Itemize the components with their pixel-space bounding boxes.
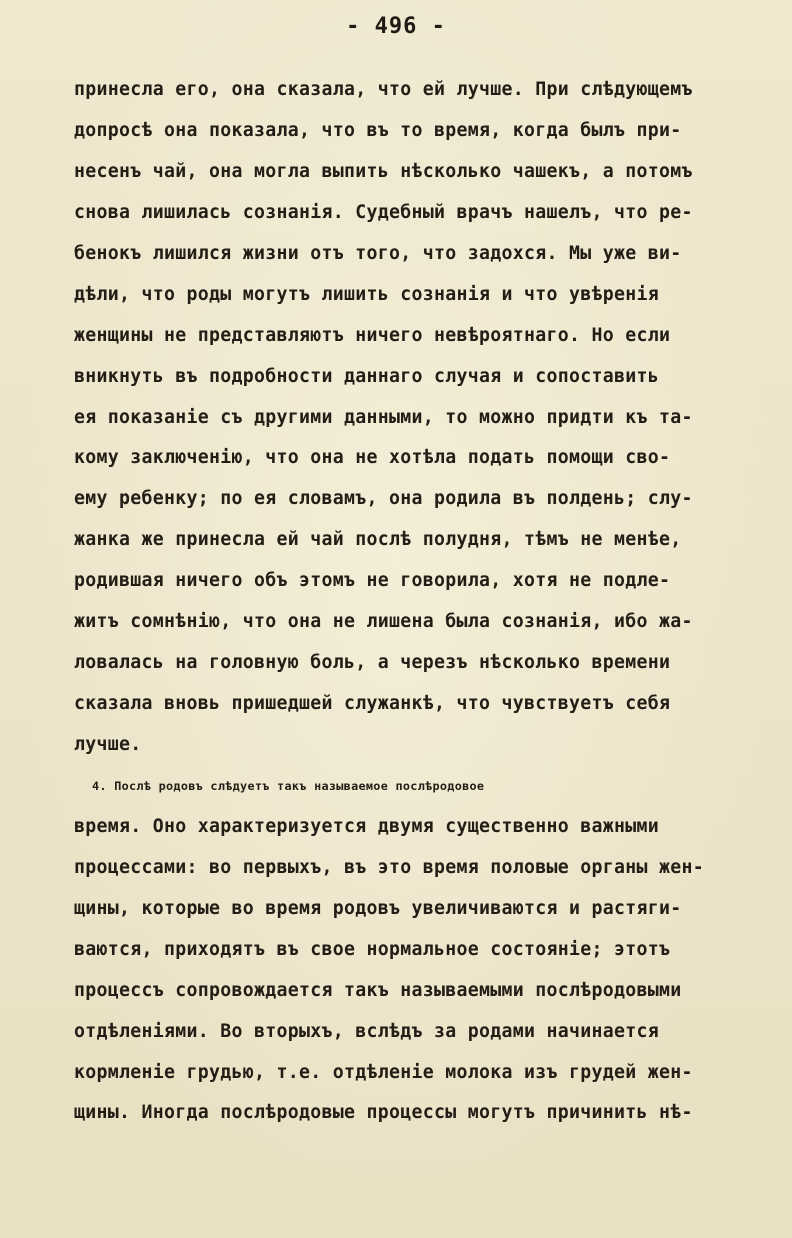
text-line: жанка же принесла ей чай послѣ полудня, тѣмъ не менѣе, <box>74 529 682 551</box>
text-line: ея показаніе съ другими данными, то можно придти къ та- <box>74 406 693 428</box>
text-line: женщины не представляютъ ничего невѣроятнаго. Но если <box>74 324 671 346</box>
text-line: 4. Послѣ родовъ слѣдуетъ такъ называемое послѣродовое <box>92 778 485 793</box>
text-line: ловалась на головную боль, а черезъ нѣсколько времени <box>74 652 671 674</box>
text-line: процессами: во первыхъ, въ это время половые органы жен- <box>74 856 704 878</box>
text-line: ему ребенку; по ея словамъ, она родила въ полдень; слу- <box>74 488 693 510</box>
page-number: - 496 - <box>346 14 446 39</box>
text-line: щины. Иногда послѣродовые процессы могутъ причинить нѣ- <box>74 1102 693 1124</box>
text-line: житъ сомнѣнію, что она не лишена была сознанія, ибо жа- <box>74 611 693 633</box>
text-line: кормленіе грудью, т.е. отдѣленіе молока изъ грудей жен- <box>74 1061 693 1083</box>
text-line: ваются, приходятъ въ свое нормальное состояніе; этотъ <box>74 938 671 960</box>
text-line: лучше. <box>74 734 142 755</box>
text-line: дѣли, что роды могутъ лишить сознанія и что увѣренія <box>74 283 659 305</box>
body-text <box>74 70 774 1134</box>
text-line: щины, которые во время родовъ увеличиваются и растяги- <box>74 897 682 919</box>
text-line: отдѣленіями. Во вторыхъ, вслѣдъ за родами начинается <box>74 1020 659 1042</box>
text-line: время. Оно характеризуется двумя существенно важными <box>74 815 659 837</box>
text-line: процессъ сопровождается такъ называемыми послѣродовыми <box>74 979 682 1001</box>
text-line: вникнуть въ подробности даннаго случая и сопоставить <box>74 365 659 387</box>
text-line: принесла его, она сказала, что ей лучше. При слѣдующемъ <box>74 79 693 100</box>
text-line: бенокъ лишился жизни отъ того, что задохся. Мы уже ви- <box>74 242 682 264</box>
text-line: кому заключенію, что она не хотѣла подать помощи сво- <box>74 447 671 469</box>
text-line: несенъ чай, она могла выпить нѣсколько чашекъ, а потомъ <box>74 160 693 182</box>
text-line: снова лишилась сознанія. Судебный врачъ нашелъ, что ре- <box>74 201 693 223</box>
text-line: родившая ничего объ этомъ не говорила, хотя не подле- <box>74 570 671 592</box>
text-line: сказала вновь пришедшей служанкѣ, что чувствуетъ себя <box>74 693 671 715</box>
text-line: допросѣ она показала, что въ то время, когда былъ при- <box>74 119 682 141</box>
